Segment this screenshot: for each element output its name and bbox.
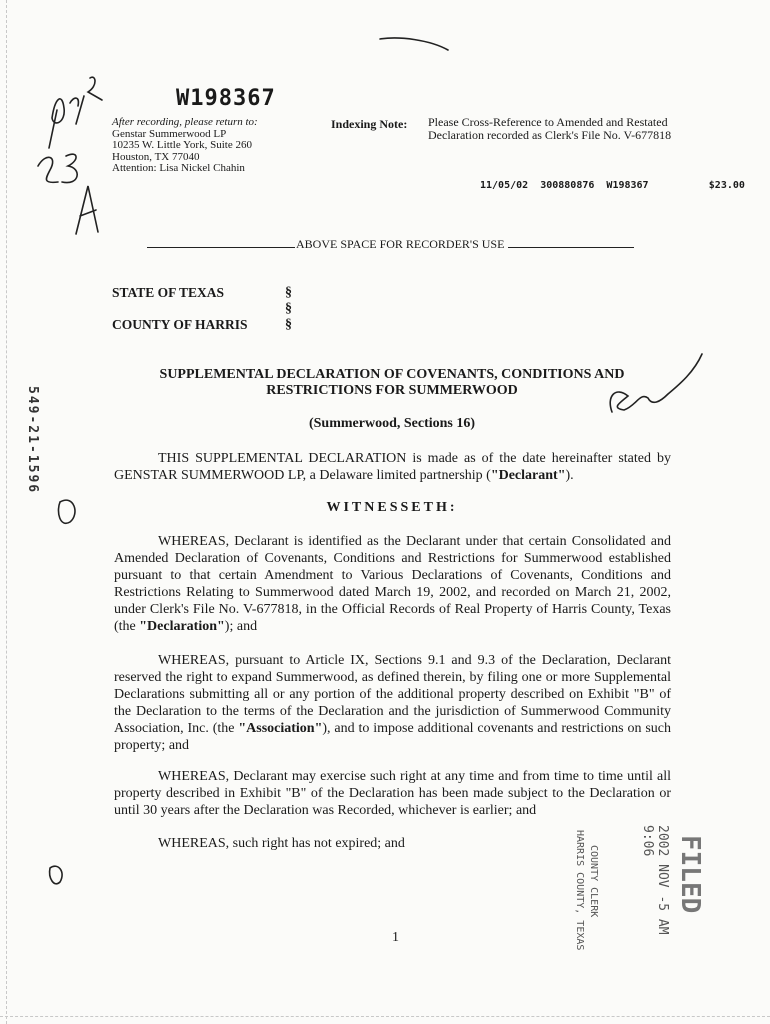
section-symbol: § xyxy=(285,285,292,300)
recital-paragraph: WHEREAS, such right has not expired; and xyxy=(158,836,405,851)
section-symbol: § xyxy=(285,317,292,332)
recorder-rule-left xyxy=(147,247,295,248)
recording-stamp: 11/05/02 300880876 W198367 $23.00 xyxy=(480,180,745,191)
return-line: Attention: Lisa Nickel Chahin xyxy=(112,162,245,174)
witnesseth-heading: WITNESSETH: xyxy=(326,500,458,515)
recorder-rule-right xyxy=(508,247,634,248)
defined-term: "Declarant" xyxy=(490,468,566,483)
filed-county: HARRIS COUNTY, TEXAS xyxy=(574,830,585,951)
recorder-space-label: ABOVE SPACE FOR RECORDER'S USE xyxy=(296,237,505,251)
indexing-note-label: Indexing Note: xyxy=(331,117,408,131)
page-number: 1 xyxy=(392,930,399,945)
return-line: 10235 W. Little York, Suite 260 xyxy=(112,139,252,151)
filed-stamp xyxy=(540,825,715,965)
recital-paragraph: WHEREAS, Declarant is identified as the Declarant under that certain Consolidated and Amended Declaration of Covenants, Conditions and Restrictions for Summerwood established pursuant to that certain Amendment to Various Declarations of Covenants, Conditions and Restrictions Relating to Summerwood dated March 19, 2002, and recorded on March 21, 2002, under Clerk's File No. V-677818, in the Official Records of Real Property of Harris County, Texas (the "Declaration"); and xyxy=(114,534,671,634)
return-address-block xyxy=(112,117,258,175)
recital-paragraph: WHEREAS, pursuant to Article IX, Sections 9.1 and 9.3 of the Declaration, Declarant reserved the right to expand Summerwood, as defined therein, by filing one or more Supplemental Declarations submitting all or any portion of the additional property described on Exhibit "B" of the Declaration to the terms of the Declaration and the jurisdiction of Summerwood Community Association, Inc. (the "Association"), and to impose additional covenants and restrictions on such property; and xyxy=(114,653,671,753)
state-label: STATE OF TEXAS xyxy=(112,285,225,300)
return-header: After recording, please return to: xyxy=(112,116,258,128)
indexing-line: Declaration recorded as Clerk's File No. V-677818 xyxy=(428,128,672,142)
indexing-line: Please Cross-Reference to Amended and Restated xyxy=(428,115,668,129)
indexing-note-text xyxy=(428,116,671,142)
side-file-stamp: 549-21-1596 xyxy=(25,386,40,495)
return-line: Houston, TX 77040 xyxy=(112,150,200,163)
recital-paragraph: WHEREAS, Declarant may exercise such right at any time and from time to time until all property described in Exhibit "B" of the Declaration has been made subject to the Declaration or until 30 years after the Declaration was Recorded, whichever is earlier; and xyxy=(114,769,671,818)
defined-term: "Declaration" xyxy=(139,619,225,634)
section-symbol: § xyxy=(285,301,292,316)
county-label: COUNTY OF HARRIS xyxy=(112,317,248,332)
document-subtitle: (Summerwood, Sections 16) xyxy=(308,416,476,431)
document-title xyxy=(112,367,672,399)
filed-date: 2002 NOV -5 AM 9:06 xyxy=(640,825,670,935)
document-number: W198367 xyxy=(176,86,276,111)
intro-paragraph: THIS SUPPLEMENTAL DECLARATION is made as of the date hereinafter stated by GENSTAR SUMMERWOOD LP, a Delaware limited partnership ("Declarant"). xyxy=(114,451,671,483)
title-line: RESTRICTIONS FOR SUMMERWOOD xyxy=(266,383,518,398)
filed-word: FILED xyxy=(675,835,705,914)
title-line: SUPPLEMENTAL DECLARATION OF COVENANTS, CONDITIONS AND xyxy=(159,367,625,382)
return-line: Genstar Summerwood LP xyxy=(112,127,227,140)
filed-clerk: COUNTY CLERK xyxy=(588,845,599,918)
defined-term: "Association" xyxy=(238,721,323,736)
